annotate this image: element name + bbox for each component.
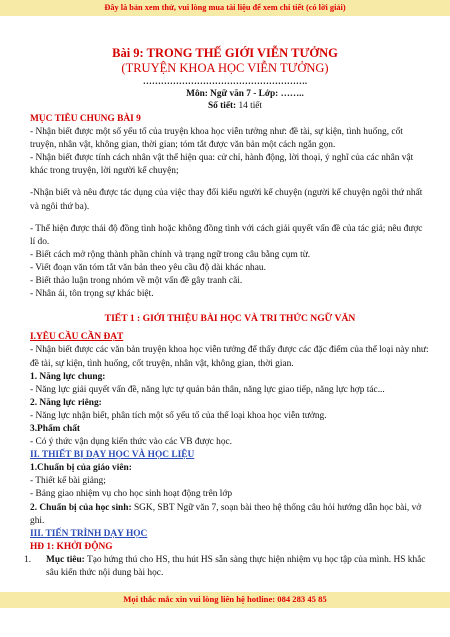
- requirements-intro: - Nhận biết được các văn bản truyện khoa học viễn tưởng để thấy được các đặc điểm của thể loại này như: đề tài, sự kiện, tình huống, cốt truyện, nhân vật, không gian, thời gian.: [30, 345, 429, 369]
- student-prep-label: 2. Chuẩn bị của học sinh:: [30, 502, 132, 513]
- goal-item: - Nhân ái, tôn trọng sự khác biệt.: [30, 289, 154, 300]
- goal-item: - Thể hiện được thái độ đồng tình hoặc không đồng tình với cách giải quyết vấn đề của tác giả; nêu được lí do.: [30, 223, 423, 247]
- step-item: [24, 554, 430, 580]
- document-body: [24, 113, 430, 580]
- step-label: Mục tiêu:: [46, 554, 85, 565]
- goals-heading: MỤC TIÊU CHUNG BÀI 9: [30, 114, 141, 124]
- section-requirements-heading: I.YÊU CẦU CẦN ĐẠT: [30, 332, 124, 343]
- lesson-period-title: TIẾT 1 : GIỚI THIỆU BÀI HỌC VÀ TRI THỨC NGỮ VĂN: [104, 313, 356, 325]
- goal-item: - Biết cách mở rộng thành phần chính và trạng ngữ trong câu bằng cụm từ.: [30, 249, 311, 260]
- general-capacity-heading: 1. Năng lực chung:: [30, 371, 106, 382]
- teacher-prep-item: - Thiết kế bài giảng;: [30, 476, 106, 487]
- general-capacity-text: - Năng lực giải quyết vấn đề, năng lực tự quản bản thân, năng lực giao tiếp, năng lực hợp tác...: [30, 384, 385, 395]
- activity1-heading: HĐ 1: KHỞI ĐỘNG: [30, 541, 113, 552]
- goal-item: -Nhận biết và nêu được tác dụng của việc thay đổi kiểu người kể chuyện (người kể chuyện ngôi thứ nhất và ngôi thứ ba).: [30, 188, 423, 212]
- section-process-heading: III. TIẾN TRÌNH DẠY HỌC: [30, 528, 148, 539]
- subject-line: Môn: Ngữ văn 7 - Lớp: ……..: [186, 89, 304, 99]
- student-prep: [30, 502, 430, 528]
- dotted-separator: ……………………………………………….: [142, 76, 308, 86]
- lesson-subtitle: (TRUYỆN KHOA HỌC VIỄN TƯỞNG): [121, 61, 329, 75]
- teacher-prep-heading: 1.Chuẩn bị của giáo viên:: [30, 463, 132, 474]
- periods-line: [0, 100, 450, 112]
- goal-item: - Nhận biết được một số yếu tố của truyện khoa học viễn tưởng như: đề tài, sự kiện, tình huống, cốt truyện, nhân vật, không gian, thời gian; tóm tắt được văn bản một cách ngắn gọn.: [30, 127, 403, 151]
- specific-capacity-heading: 2. Năng lực riêng:: [30, 397, 102, 408]
- goal-item: - Viết đoạn văn tóm tắt văn bản theo yêu cầu độ dài khác nhau.: [30, 262, 266, 273]
- hotline-banner: Mọi thắc mắc xin vui lòng liên hệ hotline: 084 283 45 85: [0, 592, 450, 608]
- section-equipment-heading: II. THIẾT BỊ DẠY HỌC VÀ HỌC LIỆU: [30, 450, 195, 461]
- quality-text: - Có ý thức vận dụng kiến thức vào các VB được học.: [30, 437, 233, 448]
- step-text: Tạo hứng thú cho HS, thu hút HS sẵn sàng thực hiện nhiệm vụ học tập của mình. HS khắc sâu kiến thức nội dung bài học.: [46, 554, 426, 578]
- periods-label: Số tiết:: [208, 101, 237, 111]
- lesson-title: Bài 9: TRONG THẾ GIỚI VIỄN TƯỞNG: [112, 46, 338, 60]
- quality-heading: 3.Phẩm chất: [30, 423, 80, 434]
- periods-value: 14 tiết: [238, 101, 262, 111]
- teacher-prep-item: - Bảng giao nhiệm vụ cho học sinh hoạt động trên lớp: [30, 489, 233, 500]
- student-prep-text: SGK, SBT Ngữ văn 7, soạn bài theo hệ thống câu hỏi hướng dẫn học bài, vở ghi.: [30, 502, 422, 526]
- preview-banner: Đây là bản xem thử, vui lòng mua tài liệu để xem chi tiết (có lời giải): [0, 0, 450, 16]
- step-number: 1.: [24, 554, 32, 565]
- specific-capacity-text: - Năng lực nhận biết, phân tích một số yếu tố của thể loại khoa học viễn tưởng.: [30, 410, 327, 421]
- step-list: [24, 554, 430, 580]
- goal-item: - Biết thảo luận trong nhóm về một vấn đề gây tranh cãi.: [30, 276, 243, 287]
- goal-item: - Nhận biết được tính cách nhân vật thể hiện qua: cử chỉ, hành động, lời thoại, ý nghĩ của các nhân vật khác trong truyện, lời người kể chuyện;: [30, 153, 414, 177]
